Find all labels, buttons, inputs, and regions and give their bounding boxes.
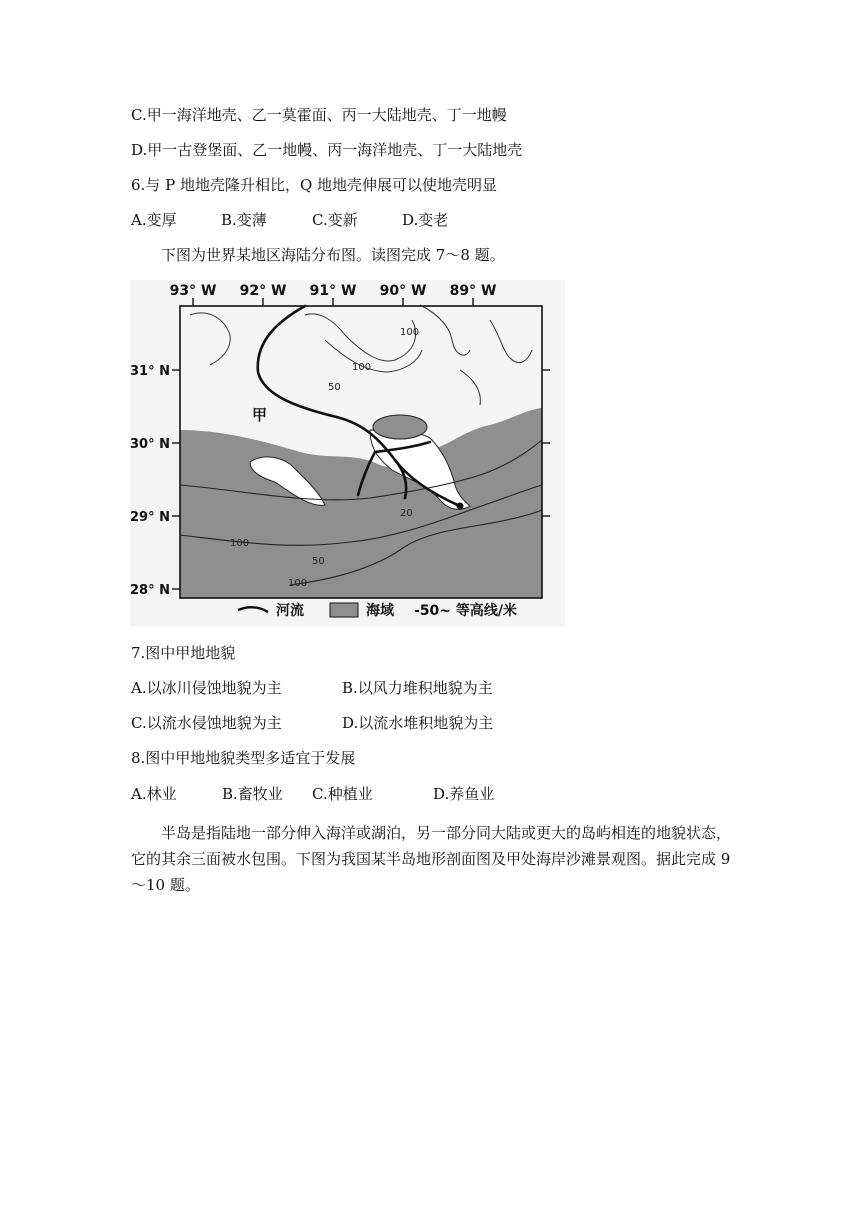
lake bbox=[373, 415, 427, 439]
contour-label: 100 bbox=[288, 578, 308, 589]
intro-7-8: 下图为世界某地区海陆分布图。读图完成 7～8 题。 bbox=[161, 246, 505, 264]
intro-9-10: 半岛是指陆地一部分伸入海洋或湖泊，另一部分同大陆或更大的岛屿相连的地貌状态，它的其余三面被水包围。下图为我国某半岛地形剖面图及甲处海岸沙滩景观图。据此完成 9～10 题。 bbox=[131, 824, 732, 894]
lon-label-90w: 90° W bbox=[379, 283, 427, 299]
q6-stem: 6.与 P 地地壳隆升相比，Q 地地壳伸展可以使地壳明显 bbox=[131, 176, 498, 194]
q7-option-a: A.以冰川侵蚀地貌为主 bbox=[131, 679, 282, 697]
sea-land-map bbox=[130, 280, 565, 626]
lon-label-89w: 89° W bbox=[449, 283, 497, 299]
contour-label: 100 bbox=[230, 538, 250, 549]
q5-option-c: C.甲一海洋地壳、乙一莫霍面、丙一大陆地壳、丁一地幔 bbox=[131, 106, 507, 124]
q8-stem: 8.图中甲地地貌类型多适宜于发展 bbox=[131, 749, 356, 767]
lon-label-91w: 91° W bbox=[309, 283, 357, 299]
legend-sea-label: 海域 bbox=[366, 603, 394, 619]
q6-option-d: D.变老 bbox=[402, 211, 449, 229]
contour-label: 100 bbox=[400, 327, 420, 338]
q8-option-a: A.林业 bbox=[131, 785, 177, 803]
lat-label-30n: 30° N bbox=[130, 437, 170, 452]
legend-sea-swatch bbox=[330, 603, 358, 617]
legend-contour-label: -50~ 等高线/米 bbox=[414, 603, 518, 619]
legend-river-label: 河流 bbox=[276, 603, 304, 619]
q8-option-c: C.种植业 bbox=[312, 785, 373, 803]
q6-option-b: B.变薄 bbox=[221, 211, 267, 229]
lon-label-93w: 93° W bbox=[169, 283, 217, 299]
q7-option-c: C.以流水侵蚀地貌为主 bbox=[131, 714, 282, 732]
contour-label: 100 bbox=[352, 362, 372, 373]
lat-label-31n: 31° N bbox=[130, 364, 170, 379]
contour-label: 50 bbox=[312, 556, 325, 567]
q6-option-c: C.变新 bbox=[312, 211, 358, 229]
q8-option-b: B.畜牧业 bbox=[222, 785, 283, 803]
lat-label-28n: 28° N bbox=[130, 583, 170, 598]
lat-label-29n: 29° N bbox=[130, 510, 170, 525]
q7-stem: 7.图中甲地地貌 bbox=[131, 644, 236, 662]
q7-option-b: B.以风力堆积地貌为主 bbox=[342, 679, 493, 697]
contour-label: 50 bbox=[328, 382, 341, 393]
q8-option-d: D.养鱼业 bbox=[433, 785, 495, 803]
lon-label-92w: 92° W bbox=[239, 283, 287, 299]
place-label-jia: 甲 bbox=[252, 406, 268, 424]
q6-option-a: A.变厚 bbox=[131, 211, 177, 229]
map-legend bbox=[238, 602, 517, 619]
q5-option-d: D.甲一古登堡面、乙一地幔、丙一海洋地壳、丁一大陆地壳 bbox=[131, 141, 523, 159]
q7-option-d: D.以流水堆积地貌为主 bbox=[342, 714, 494, 732]
contour-label: 20 bbox=[400, 508, 413, 519]
